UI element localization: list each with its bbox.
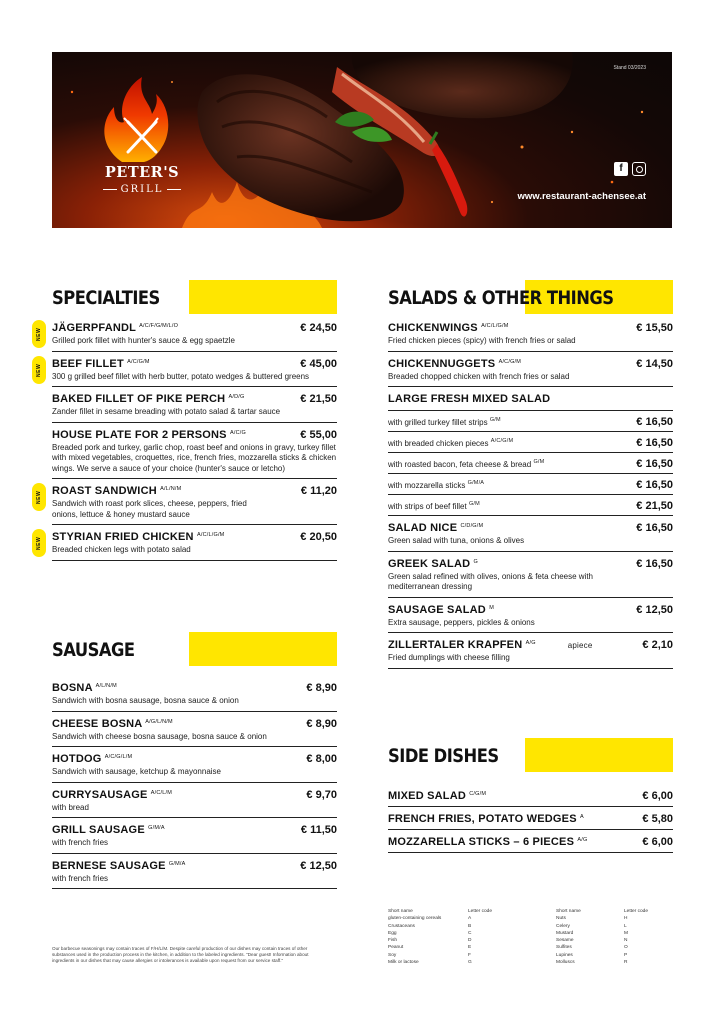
item-description: Green salad with tuna, onions & olives bbox=[388, 536, 525, 545]
specialties-heading bbox=[52, 280, 337, 314]
item-description: 300 g grilled beef fillet with herb butter, potato wedges & buttered greens bbox=[52, 371, 310, 381]
allergen-codes: A/C/G/M bbox=[490, 437, 514, 444]
allergen-codes: G/M bbox=[468, 500, 480, 507]
logo-sub-text: GRILL bbox=[120, 184, 164, 195]
item-price: € 11,20 bbox=[300, 485, 337, 497]
menu-item[interactable] bbox=[36, 316, 337, 352]
menu-item[interactable] bbox=[388, 784, 673, 807]
side-dishes-section bbox=[388, 738, 673, 853]
grill-flame-logo-icon bbox=[104, 77, 168, 162]
item-price: € 21,50 bbox=[300, 393, 337, 405]
item-name: MIXED SALAD $^{C/G/M}$ bbox=[388, 790, 487, 802]
allergen-codes: G/M/A bbox=[467, 479, 485, 486]
item-price: € 16,50 bbox=[636, 478, 673, 491]
item-description: with french fries bbox=[52, 873, 109, 883]
item-description: Breaded chicken legs with potato salad bbox=[52, 545, 191, 554]
allergen-codes: G bbox=[473, 558, 479, 565]
salad-option[interactable] bbox=[388, 474, 673, 495]
item-name: CHEESE BOSNA $^{A/G/L/N/M}$ bbox=[52, 717, 173, 730]
item-price: € 15,50 bbox=[636, 322, 673, 334]
item-description: Sandwich with sausage, ketchup & mayonnaise bbox=[52, 767, 221, 776]
menu-item[interactable] bbox=[52, 712, 337, 748]
item-price: € 16,50 bbox=[636, 415, 673, 428]
allergen-codes: A/C/F/G/M/L/O bbox=[139, 323, 179, 329]
salad-option[interactable] bbox=[388, 453, 673, 474]
allergen-codes: A/C/G bbox=[229, 429, 246, 436]
item-price: € 12,50 bbox=[300, 859, 337, 872]
item-name: BERNESE SAUSAGE $^{G/M/A}$ bbox=[52, 859, 186, 872]
logo-sub bbox=[92, 184, 192, 195]
header-banner bbox=[52, 52, 672, 228]
item-price: € 20,50 bbox=[300, 531, 337, 543]
item-price: € 5,80 bbox=[642, 813, 673, 825]
logo-name: PETER'S bbox=[104, 164, 180, 181]
item-name: STYRIAN FRIED CHICKEN $^{A/C/L/G/M}$ bbox=[52, 531, 225, 543]
menu-item[interactable] bbox=[388, 807, 673, 830]
new-badge: NEW bbox=[32, 320, 46, 348]
allergen-codes: A/C/G/L/M bbox=[104, 754, 133, 760]
item-price: € 6,00 bbox=[642, 790, 673, 802]
menu-item[interactable] bbox=[36, 525, 337, 561]
item-name: FRENCH FRIES, POTATO WEDGES $^A$ bbox=[388, 813, 584, 825]
menu-item[interactable] bbox=[52, 423, 337, 480]
section-title: SPECIALTIES bbox=[52, 287, 160, 309]
item-name: HOUSE PLATE FOR 2 PERSONS $^{A/C/G}$ bbox=[52, 428, 246, 441]
section-title: SALADS & OTHER THINGS bbox=[388, 287, 614, 309]
allergen-codes: A/G bbox=[525, 640, 536, 646]
menu-item[interactable] bbox=[52, 676, 337, 712]
allergen-codes: A/C/G/M bbox=[498, 358, 522, 365]
new-badge: NEW bbox=[32, 483, 46, 511]
sausage-heading bbox=[52, 632, 337, 666]
facebook-icon[interactable]: f bbox=[614, 162, 628, 176]
option-description: with breaded chicken pieces $^{A/C/G/M}$ bbox=[388, 437, 514, 448]
item-price: € 45,00 bbox=[300, 357, 337, 370]
menu-item[interactable] bbox=[388, 387, 673, 411]
item-description: Breaded pork and turkey, garlic chop, roast beef and onions in gravy, turkey fillet with mixed vegetables, croquettes, rice, french fries, mozzarella sticks & chicken wings. We serve a sauce of your choice (hunter's sauce or letcho) bbox=[52, 442, 337, 473]
website-url[interactable]: www.restaurant-achensee.at bbox=[517, 191, 646, 202]
item-name: HOTDOG $^{A/C/G/L/M}$ bbox=[52, 753, 133, 765]
item-name: CURRYSAUSAGE $^{A/C/L/M}$ bbox=[52, 788, 173, 801]
allergen-codes: C/G/M bbox=[469, 791, 487, 797]
item-price: € 8,90 bbox=[306, 717, 337, 730]
allergen-codes: G/M/A bbox=[148, 825, 165, 831]
item-price: € 14,50 bbox=[636, 357, 673, 370]
item-name: SALAD NICE $^{C/D/G/M}$ bbox=[388, 522, 484, 534]
item-description: with bread bbox=[52, 802, 89, 812]
item-name: GREEK SALAD $^G$ bbox=[388, 557, 479, 570]
allergen-codes: A/G bbox=[577, 837, 588, 843]
item-price: € 16,50 bbox=[636, 436, 673, 449]
item-price: € 16,50 bbox=[636, 457, 673, 470]
item-price: € 16,50 bbox=[636, 557, 673, 570]
allergen-note: Our barbecue seasonings may contain traces of F/H/L/M. Despite careful production of our dishes may contain traces of other substances used in the production process in the kitchen, in addition to the labeled ingredients. "Dear guest! Information about ingredients in our dishes that may cause allergies or intolerances is available upon request from our service staff." bbox=[52, 946, 309, 963]
section-title: SIDE DISHES bbox=[388, 745, 499, 767]
item-price: € 9,70 bbox=[306, 788, 337, 801]
item-description: Zander fillet in sesame breading with potato salad & tartar sauce bbox=[52, 407, 281, 416]
salads-section bbox=[388, 280, 673, 669]
salad-option[interactable] bbox=[388, 411, 673, 432]
price-unit: apiece bbox=[567, 641, 593, 650]
item-name: BEEF FILLET $^{A/C/G/M}$ bbox=[52, 357, 150, 370]
specialties-section bbox=[36, 280, 337, 561]
allergen-codes-col: Letter code H L M N O P R bbox=[624, 909, 649, 966]
item-description: Sandwich with cheese bosna sausage, bosna sauce & onion bbox=[52, 731, 267, 741]
menu-item[interactable] bbox=[36, 352, 337, 388]
salads-heading bbox=[388, 280, 673, 314]
menu-item[interactable] bbox=[52, 818, 337, 854]
option-description: with roasted bacon, feta cheese & bread $^{G/M}$ bbox=[388, 458, 545, 469]
instagram-icon[interactable] bbox=[632, 162, 646, 176]
new-badge: NEW bbox=[32, 529, 46, 557]
item-description: Sandwich with bosna sausage, bosna sauce & onion bbox=[52, 696, 239, 705]
menu-item[interactable] bbox=[52, 854, 337, 890]
menu-item[interactable] bbox=[388, 516, 673, 552]
item-name: CHICKENNUGGETS $^{A/C/G/M}$ bbox=[388, 357, 522, 370]
allergen-codes: A/C/L/M bbox=[150, 789, 173, 796]
item-name: CHICKENWINGS $^{A/C/L/G/M}$ bbox=[388, 322, 509, 334]
menu-item[interactable] bbox=[388, 830, 673, 853]
item-price: € 21,50 bbox=[636, 499, 673, 512]
side-dishes-heading bbox=[388, 738, 673, 772]
allergen-codes-col: Letter code A B C D E F G bbox=[468, 909, 493, 966]
allergen-names: Short name gluten-containing cereals Crustaceans Egg Fish Peanut Soy Milk or lactose bbox=[388, 909, 442, 966]
item-description: Sandwich with roast pork slices, cheese, peppers, fried onions, lettuce & honey mustard sauce bbox=[52, 499, 247, 519]
item-price: € 12,50 bbox=[636, 603, 673, 616]
item-description: Green salad refined with olives, onions & feta cheese with mediterranean dressing bbox=[388, 571, 594, 591]
item-name: SAUSAGE SALAD $^M$ bbox=[388, 603, 495, 616]
item-price: € 6,00 bbox=[642, 836, 673, 848]
new-badge: NEW bbox=[32, 356, 46, 384]
option-description: with grilled turkey fillet strips $^{G/M}$ bbox=[388, 416, 501, 427]
item-price: € 11,50 bbox=[300, 824, 337, 836]
menu-item[interactable] bbox=[36, 479, 337, 525]
item-price: € 8,00 bbox=[306, 753, 337, 765]
allergen-codes: A/C/L/G/M bbox=[196, 532, 225, 538]
allergen-codes: A/D/G bbox=[228, 394, 245, 400]
item-price: € 55,00 bbox=[300, 428, 337, 441]
option-description: with strips of beef fillet $^{G/M}$ bbox=[388, 500, 480, 511]
option-description: with mozzarella sticks $^{G/M/A}$ bbox=[388, 479, 485, 490]
allergen-codes: G/M bbox=[533, 458, 545, 465]
menu-item[interactable] bbox=[52, 783, 337, 819]
item-price: € 2,10 bbox=[642, 639, 673, 651]
allergen-codes: A bbox=[580, 814, 584, 820]
section-title: SAUSAGE bbox=[52, 639, 135, 661]
allergen-codes: G/M/A bbox=[168, 860, 186, 867]
menu-item[interactable] bbox=[52, 747, 337, 783]
allergen-codes: A/L/N/M bbox=[95, 683, 117, 689]
menu-item[interactable] bbox=[52, 387, 337, 423]
item-name: BAKED FILLET OF PIKE PERCH $^{A/D/G}$ bbox=[52, 393, 245, 405]
item-name: LARGE FRESH MIXED SALAD bbox=[388, 393, 551, 405]
allergen-codes: A/G/L/N/M bbox=[145, 718, 173, 725]
social-links bbox=[614, 162, 646, 176]
item-name: ZILLERTALER KRAPFEN $^{A/G}$ apiece bbox=[388, 639, 593, 651]
salad-option[interactable] bbox=[388, 432, 673, 453]
item-price: € 16,50 bbox=[636, 522, 673, 534]
allergen-codes: A/L/N/M bbox=[160, 486, 182, 492]
item-description: Breaded chopped chicken with french fries or salad bbox=[388, 371, 570, 381]
menu-item[interactable] bbox=[388, 316, 673, 352]
item-description: with french fries bbox=[52, 838, 109, 847]
allergen-names: Short name Nuts Celery Mustard Sesame Sulfites Lupines Molluscs bbox=[556, 909, 581, 966]
item-name: BOSNA $^{A/L/N/M}$ bbox=[52, 682, 117, 694]
item-description: Grilled pork fillet with hunter's sauce & egg spaetzle bbox=[52, 336, 235, 345]
item-price: € 8,90 bbox=[306, 682, 337, 694]
allergen-codes: A/C/G/M bbox=[127, 358, 150, 365]
item-name: GRILL SAUSAGE $^{G/M/A}$ bbox=[52, 824, 165, 836]
menu-date-stamp: Stand 03/2023 bbox=[613, 65, 646, 71]
menu-item[interactable] bbox=[388, 352, 673, 388]
sausage-section bbox=[52, 632, 337, 889]
item-description: Extra sausage, peppers, pickles & onions bbox=[388, 617, 535, 627]
salad-option[interactable] bbox=[388, 495, 673, 516]
item-price: € 24,50 bbox=[300, 322, 337, 334]
allergen-codes: A/C/L/G/M bbox=[481, 323, 509, 329]
menu-item[interactable] bbox=[388, 552, 673, 598]
item-name: MOZZARELLA STICKS – 6 PIECES $^{A/G}$ bbox=[388, 836, 588, 848]
allergen-codes: G/M bbox=[489, 416, 501, 423]
menu-item[interactable] bbox=[388, 633, 673, 669]
allergen-codes: C/D/G/M bbox=[460, 523, 484, 529]
item-description: Fried chicken pieces (spicy) with french fries or salad bbox=[388, 336, 576, 345]
item-name: ROAST SANDWICH $^{A/L/N/M}$ bbox=[52, 485, 182, 497]
menu-item[interactable] bbox=[388, 598, 673, 634]
allergen-codes: M bbox=[489, 604, 495, 611]
item-description: Fried dumplings with cheese filling bbox=[388, 653, 510, 662]
item-name: JÄGERPFANDL $^{A/C/F/G/M/L/O}$ bbox=[52, 322, 179, 334]
